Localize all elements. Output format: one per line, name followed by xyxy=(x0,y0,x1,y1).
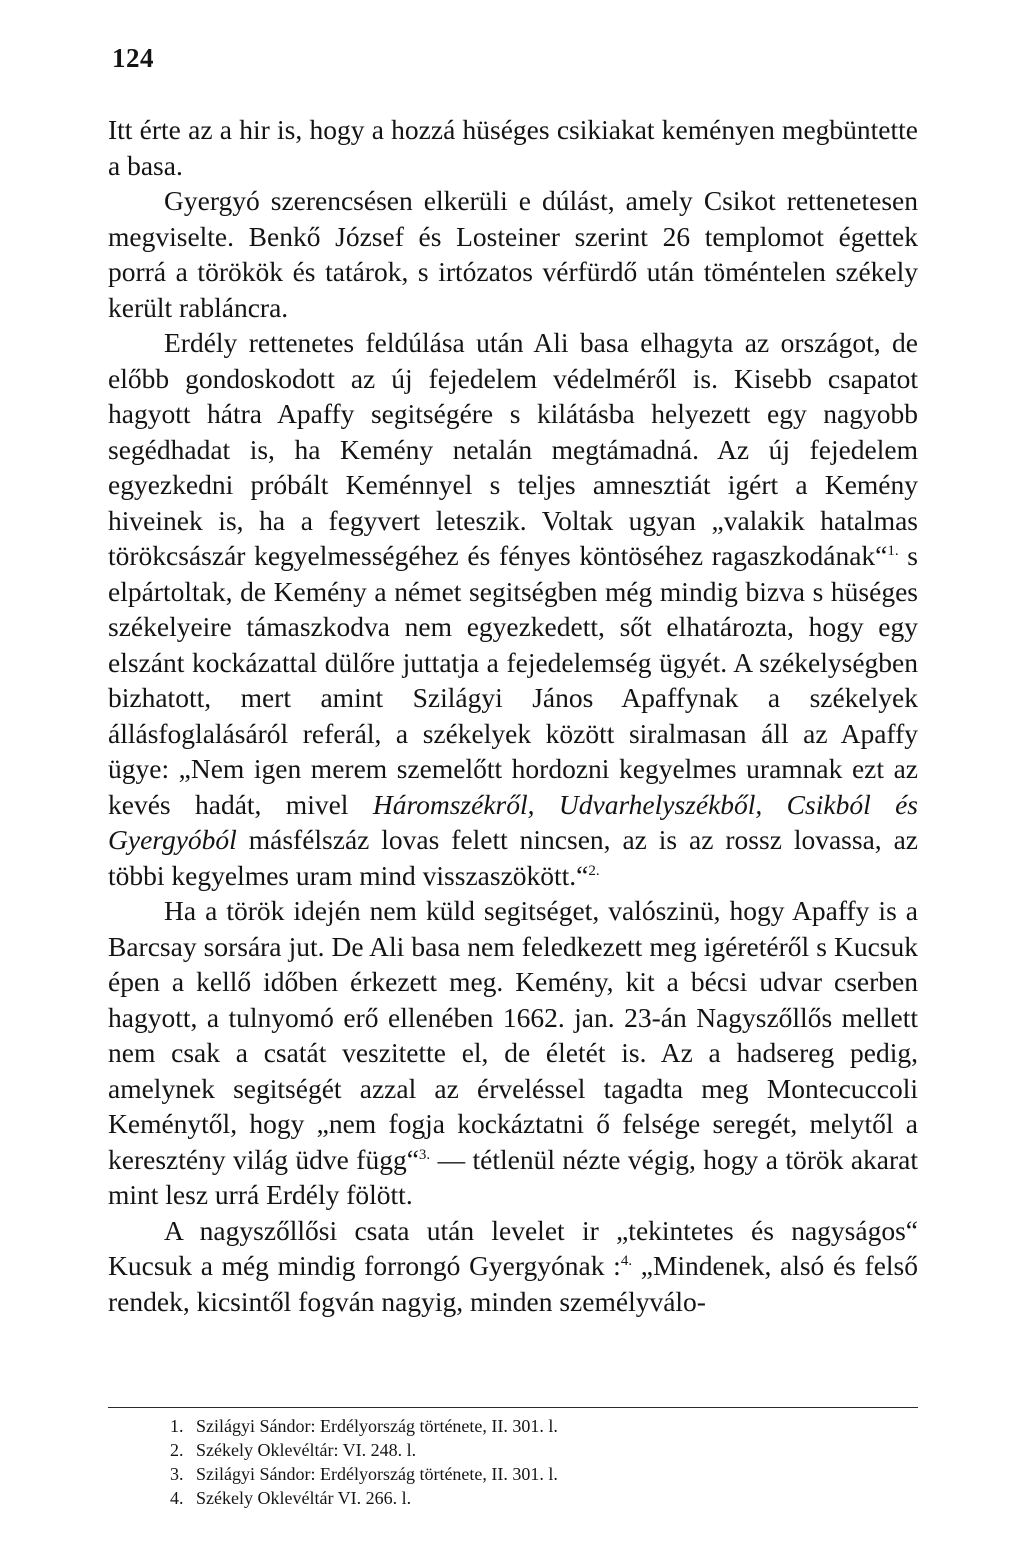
footnote-text: Szilágyi Sándor: Erdélyország története, II. 301. l. xyxy=(196,1416,558,1436)
footnote-number: 2. xyxy=(170,1440,184,1460)
paragraph-4-text-a: Ha a török idején nem küld segitséget, valószinü, hogy Apaffy is a Barcsay sorsára jut. De Ali basa nem feledkezett meg igéretéről s Kucsuk épen a kellő időben érkezett meg. Kemény, kit a bécsi udvar cserben hagyott, a tulnyomó erő ellenében 1662. jan. 23-án Nagyszőllős mellett nem csak a csatát veszitette el, de életét is. Az a hadsereg pedig, amelynek segitségét azzal az érveléssel tagadta meg Montecuccoli Keménytől, hogy „nem fogja kockáztatni ő felsége seregét, melytől a keresztény világ üdve függ“ xyxy=(108,895,918,1175)
footnote-1 xyxy=(108,1414,918,1438)
paragraph-5 xyxy=(108,1213,918,1320)
footnotes xyxy=(108,1407,918,1510)
footnote-text: Székely Oklevéltár: VI. 248. l. xyxy=(196,1440,417,1460)
paragraph-3-text-b: s elpártoltak, de Kemény a német segitségben még mindig bizva s hüséges székelyeire támaszkodva nem egyezkedett, sőt elhatározta, hogy egy elszánt kockázattal dülőre juttatja a fejedelemség ügyét. A székelységben bizhatott, mert amint Szilágyi János Apaffynak a székelyek állásfoglalásáról referál, a székelyek között siralmasan áll az Apaffy ügye: „Nem igen merem szemelőtt hordozni kegyelmes uramnak ezt az kevés hadát, mivel xyxy=(108,540,918,820)
footnote-number: 4. xyxy=(170,1488,184,1508)
footnote-ref-2: 2. xyxy=(588,862,600,879)
footnote-text: Szilágyi Sándor: Erdélyország története, II. 301. l. xyxy=(196,1464,558,1484)
footnote-ref-3: 3. xyxy=(418,1146,431,1163)
footnote-2 xyxy=(108,1438,918,1462)
paragraph-3 xyxy=(108,325,918,893)
footnote-3 xyxy=(108,1462,918,1486)
footnote-ref-1: 1. xyxy=(887,543,899,559)
footnote-ref-4: 4. xyxy=(620,1253,633,1269)
paragraph-3-text-c: másfélszáz lovas felett nincsen, az is az rossz lovassa, az többi kegyelmes uram mind visszaszökött.“ xyxy=(108,824,918,891)
paragraph-5-text-b: „Mindenek, alsó és felső rendek, kicsintől fogván nagyig, minden személyválo- xyxy=(108,1250,918,1317)
paragraph-1-text: Itt érte az a hir is, hogy a hozzá hüséges csikiakat keményen megbüntette a basa. xyxy=(108,114,918,181)
paragraph-2-text: Gyergyó szerencsésen elkerüli e dúlást, amely Csikot rettenetesen megviselte. Benkő József és Losteiner szerint 26 templomot égettek porrá a törökök és tatárok, s irtózatos vérfürdő után töméntelen székely került rabláncra. xyxy=(108,185,918,323)
footnote-number: 3. xyxy=(170,1464,184,1484)
page-number: 124 xyxy=(112,43,154,73)
paragraph-2 xyxy=(108,183,918,325)
footnote-text: Székely Oklevéltár VI. 266. l. xyxy=(196,1488,412,1508)
paragraph-4-text-b: — tétlenül nézte végig, hogy a török akarat mint lesz urrá Erdély fölött. xyxy=(108,1143,918,1210)
body-text xyxy=(108,112,918,1319)
paragraph-3-text-a: Erdély rettenetes feldúlása után Ali basa elhagyta az országot, de előbb gondoskodott az új fejedelem védelméről is. Kisebb csapatot hagyott hátra Apaffy segitségére s kilátásba helyezett egy nagyobb segédhadat is, ha Kemény netalán megtámadná. Az új fejedelem egyezkedni próbált Keménnyel s teljes amnesztiát igért a Kemény hiveinek is, ha a fegyvert leteszik. Voltak ugyan „valakik hatalmas törökcsászár kegyelmességéhez és fényes köntöséhez ragaszkodának“ xyxy=(108,327,918,571)
paragraph-3-italic: Háromszékről, Udvarhelyszékből, Csikból és Gyergyóból xyxy=(108,788,919,855)
paragraph-1 xyxy=(108,112,918,183)
paragraph-5-text-a: A nagyszőllősi csata után levelet ir „tekintetes és nagyságos“ Kucsuk a még mindig forrongó Gyergyónak : xyxy=(108,1214,918,1281)
footnote-4 xyxy=(108,1486,918,1510)
footnote-number: 1. xyxy=(170,1416,184,1436)
paragraph-4 xyxy=(108,893,918,1213)
